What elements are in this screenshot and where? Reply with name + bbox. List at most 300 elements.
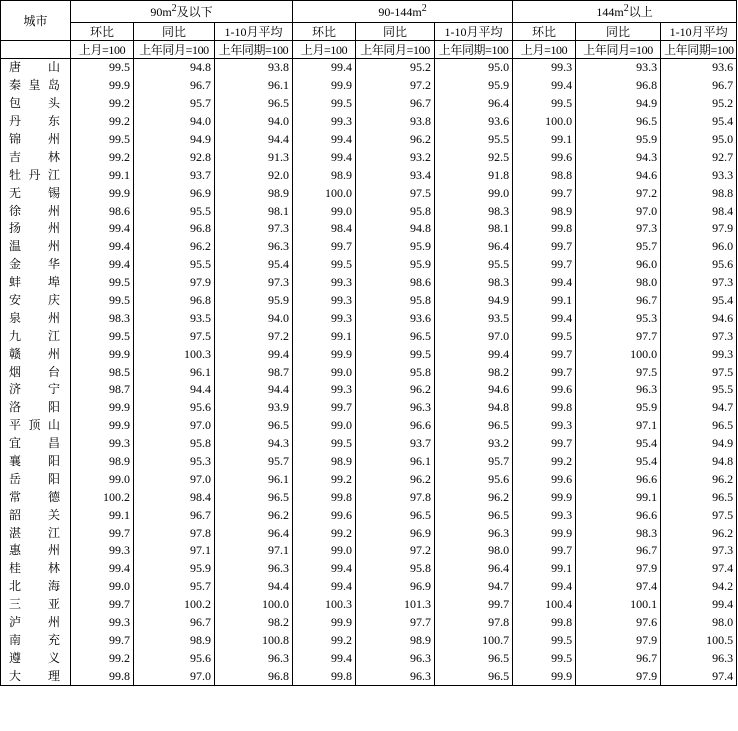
table-row bbox=[1, 667, 737, 685]
index-value: 96.8 bbox=[576, 77, 661, 95]
index-value: 96.2 bbox=[661, 470, 737, 488]
index-value: 98.6 bbox=[71, 202, 134, 220]
index-value: 96.5 bbox=[356, 327, 435, 345]
index-value: 94.6 bbox=[661, 309, 737, 327]
index-value: 99.2 bbox=[293, 632, 356, 650]
index-value: 99.4 bbox=[661, 596, 737, 614]
index-value: 96.7 bbox=[134, 614, 215, 632]
index-value: 96.4 bbox=[435, 560, 513, 578]
index-value: 93.2 bbox=[356, 148, 435, 166]
index-value: 100.2 bbox=[134, 596, 215, 614]
index-value: 95.9 bbox=[134, 560, 215, 578]
index-value: 99.4 bbox=[513, 274, 576, 292]
city-name: 湛江 bbox=[1, 524, 71, 542]
index-value: 96.2 bbox=[356, 131, 435, 149]
table-row bbox=[1, 560, 737, 578]
index-value: 101.3 bbox=[356, 596, 435, 614]
index-value: 99.8 bbox=[513, 399, 576, 417]
index-value: 99.8 bbox=[293, 667, 356, 685]
index-value: 97.0 bbox=[576, 202, 661, 220]
index-value: 98.9 bbox=[293, 453, 356, 471]
index-value: 98.9 bbox=[293, 166, 356, 184]
city-name: 惠州 bbox=[1, 542, 71, 560]
index-value: 99.1 bbox=[576, 488, 661, 506]
table-row bbox=[1, 381, 737, 399]
base-header: 上月=100 bbox=[71, 41, 134, 59]
city-name: 岳阳 bbox=[1, 470, 71, 488]
base-header: 上年同月=100 bbox=[356, 41, 435, 59]
index-value: 98.3 bbox=[435, 274, 513, 292]
index-value: 99.3 bbox=[661, 345, 737, 363]
index-value: 96.5 bbox=[215, 417, 293, 435]
index-value: 96.4 bbox=[435, 95, 513, 113]
index-value: 99.7 bbox=[513, 238, 576, 256]
city-name: 常德 bbox=[1, 488, 71, 506]
table-row bbox=[1, 524, 737, 542]
index-value: 99.4 bbox=[513, 77, 576, 95]
table-row bbox=[1, 95, 737, 113]
index-value: 99.4 bbox=[513, 578, 576, 596]
city-name: 丹东 bbox=[1, 113, 71, 131]
table-row bbox=[1, 309, 737, 327]
index-value: 100.8 bbox=[215, 632, 293, 650]
index-value: 96.7 bbox=[356, 95, 435, 113]
index-value: 96.2 bbox=[134, 238, 215, 256]
index-value: 97.8 bbox=[435, 614, 513, 632]
table-row bbox=[1, 417, 737, 435]
index-value: 99.3 bbox=[513, 506, 576, 524]
table-row bbox=[1, 202, 737, 220]
index-value: 100.5 bbox=[661, 632, 737, 650]
index-value: 94.3 bbox=[215, 435, 293, 453]
index-value: 99.3 bbox=[513, 417, 576, 435]
index-value: 99.0 bbox=[293, 202, 356, 220]
index-value: 97.4 bbox=[661, 560, 737, 578]
index-value: 95.8 bbox=[356, 560, 435, 578]
index-value: 100.1 bbox=[576, 596, 661, 614]
table-row bbox=[1, 435, 737, 453]
index-value: 99.4 bbox=[71, 256, 134, 274]
index-value: 99.7 bbox=[71, 632, 134, 650]
index-value: 96.5 bbox=[215, 95, 293, 113]
index-value: 96.2 bbox=[356, 381, 435, 399]
table-row bbox=[1, 184, 737, 202]
index-value: 98.4 bbox=[134, 488, 215, 506]
index-value: 94.9 bbox=[435, 292, 513, 310]
index-value: 99.4 bbox=[513, 309, 576, 327]
index-value: 99.9 bbox=[71, 345, 134, 363]
index-value: 95.5 bbox=[134, 202, 215, 220]
group-header-small: $90m^2$及以下 bbox=[71, 1, 293, 23]
index-value: 98.0 bbox=[435, 542, 513, 560]
index-value: 99.3 bbox=[71, 542, 134, 560]
index-value: 95.9 bbox=[356, 238, 435, 256]
index-value: 97.6 bbox=[576, 614, 661, 632]
index-value: 97.9 bbox=[134, 274, 215, 292]
index-value: 94.0 bbox=[134, 113, 215, 131]
index-value: 95.7 bbox=[576, 238, 661, 256]
index-value: 99.5 bbox=[293, 95, 356, 113]
city-name: 九江 bbox=[1, 327, 71, 345]
metric-header: 1-10月平均 bbox=[215, 23, 293, 41]
index-value: 94.7 bbox=[661, 399, 737, 417]
base-header: 上年同月=100 bbox=[576, 41, 661, 59]
city-name: 包头 bbox=[1, 95, 71, 113]
table-row bbox=[1, 59, 737, 77]
index-value: 98.9 bbox=[356, 632, 435, 650]
index-value: 97.8 bbox=[134, 524, 215, 542]
table-row bbox=[1, 113, 737, 131]
index-value: 99.1 bbox=[293, 327, 356, 345]
index-value: 99.6 bbox=[513, 470, 576, 488]
index-value: 98.4 bbox=[293, 220, 356, 238]
index-value: 94.0 bbox=[215, 113, 293, 131]
city-name: 烟台 bbox=[1, 363, 71, 381]
index-value: 99.0 bbox=[435, 184, 513, 202]
index-value: 99.8 bbox=[513, 220, 576, 238]
table-row bbox=[1, 399, 737, 417]
index-value: 93.3 bbox=[661, 166, 737, 184]
index-value: 95.8 bbox=[134, 435, 215, 453]
index-value: 98.2 bbox=[215, 614, 293, 632]
table-row bbox=[1, 131, 737, 149]
city-name: 遵义 bbox=[1, 649, 71, 667]
index-value: 99.7 bbox=[513, 184, 576, 202]
index-value: 99.6 bbox=[513, 381, 576, 399]
table-row bbox=[1, 363, 737, 381]
index-value: 98.4 bbox=[661, 202, 737, 220]
index-value: 99.5 bbox=[513, 649, 576, 667]
index-value: 93.6 bbox=[356, 309, 435, 327]
index-value: 97.5 bbox=[134, 327, 215, 345]
index-value: 96.4 bbox=[215, 524, 293, 542]
index-value: 96.3 bbox=[356, 649, 435, 667]
table-row bbox=[1, 166, 737, 184]
index-value: 99.7 bbox=[513, 363, 576, 381]
index-value: 94.9 bbox=[576, 95, 661, 113]
index-value: 99.1 bbox=[513, 560, 576, 578]
index-value: 97.3 bbox=[215, 220, 293, 238]
index-value: 92.5 bbox=[435, 148, 513, 166]
table-row bbox=[1, 77, 737, 95]
index-value: 97.2 bbox=[576, 184, 661, 202]
table-row bbox=[1, 506, 737, 524]
index-value: 96.4 bbox=[435, 238, 513, 256]
index-value: 97.0 bbox=[134, 470, 215, 488]
index-value: 94.4 bbox=[215, 578, 293, 596]
metric-header: 环比 bbox=[513, 23, 576, 41]
index-value: 99.9 bbox=[71, 417, 134, 435]
index-value: 95.9 bbox=[356, 256, 435, 274]
index-value: 96.5 bbox=[576, 113, 661, 131]
index-value: 95.4 bbox=[661, 292, 737, 310]
index-value: 99.7 bbox=[513, 345, 576, 363]
index-value: 95.5 bbox=[661, 381, 737, 399]
index-value: 94.7 bbox=[435, 578, 513, 596]
index-value: 99.5 bbox=[293, 256, 356, 274]
index-value: 97.2 bbox=[356, 542, 435, 560]
index-value: 96.7 bbox=[134, 77, 215, 95]
index-value: 99.3 bbox=[71, 435, 134, 453]
index-value: 93.5 bbox=[435, 309, 513, 327]
index-value: 99.9 bbox=[513, 667, 576, 685]
city-name: 南充 bbox=[1, 632, 71, 650]
index-value: 99.0 bbox=[293, 417, 356, 435]
index-value: 91.3 bbox=[215, 148, 293, 166]
index-value: 100.7 bbox=[435, 632, 513, 650]
index-value: 96.5 bbox=[661, 488, 737, 506]
index-value: 100.3 bbox=[293, 596, 356, 614]
index-value: 96.3 bbox=[215, 238, 293, 256]
index-value: 94.9 bbox=[134, 131, 215, 149]
index-value: 93.8 bbox=[356, 113, 435, 131]
index-value: 96.7 bbox=[661, 77, 737, 95]
index-value: 94.8 bbox=[356, 220, 435, 238]
table-row bbox=[1, 327, 737, 345]
metric-header: 同比 bbox=[134, 23, 215, 41]
index-value: 99.6 bbox=[513, 148, 576, 166]
index-value: 97.2 bbox=[215, 327, 293, 345]
index-value: 95.5 bbox=[435, 256, 513, 274]
index-value: 97.3 bbox=[576, 220, 661, 238]
index-value: 98.3 bbox=[435, 202, 513, 220]
city-name: 韶关 bbox=[1, 506, 71, 524]
table-row bbox=[1, 632, 737, 650]
index-value: 96.9 bbox=[356, 578, 435, 596]
index-value: 99.8 bbox=[71, 667, 134, 685]
index-value: 96.9 bbox=[356, 524, 435, 542]
index-value: 99.7 bbox=[293, 238, 356, 256]
index-value: 97.3 bbox=[661, 274, 737, 292]
index-value: 96.2 bbox=[215, 506, 293, 524]
index-value: 99.2 bbox=[71, 113, 134, 131]
index-value: 97.4 bbox=[661, 667, 737, 685]
index-value: 96.0 bbox=[661, 238, 737, 256]
index-value: 97.7 bbox=[356, 614, 435, 632]
index-value: 96.8 bbox=[215, 667, 293, 685]
index-value: 96.3 bbox=[356, 667, 435, 685]
index-value: 95.9 bbox=[215, 292, 293, 310]
index-value: 94.6 bbox=[576, 166, 661, 184]
metric-header: 同比 bbox=[576, 23, 661, 41]
index-value: 100.0 bbox=[513, 113, 576, 131]
index-value: 99.2 bbox=[71, 148, 134, 166]
index-value: 98.7 bbox=[71, 381, 134, 399]
index-value: 96.3 bbox=[215, 560, 293, 578]
index-value: 94.0 bbox=[215, 309, 293, 327]
index-value: 96.3 bbox=[576, 381, 661, 399]
index-value: 99.0 bbox=[293, 363, 356, 381]
index-value: 94.8 bbox=[435, 399, 513, 417]
index-value: 95.0 bbox=[661, 131, 737, 149]
index-value: 98.0 bbox=[576, 274, 661, 292]
table-row bbox=[1, 292, 737, 310]
metric-header: 同比 bbox=[356, 23, 435, 41]
metric-header: 1-10月平均 bbox=[435, 23, 513, 41]
index-value: 99.4 bbox=[215, 345, 293, 363]
city-name: 安庆 bbox=[1, 292, 71, 310]
index-value: 96.1 bbox=[215, 77, 293, 95]
table-row bbox=[1, 649, 737, 667]
index-value: 99.9 bbox=[293, 345, 356, 363]
index-value: 95.9 bbox=[576, 131, 661, 149]
index-value: 96.3 bbox=[435, 524, 513, 542]
index-value: 99.5 bbox=[71, 274, 134, 292]
index-value: 96.7 bbox=[576, 292, 661, 310]
index-value: 99.2 bbox=[71, 649, 134, 667]
index-value: 98.9 bbox=[215, 184, 293, 202]
index-value: 96.5 bbox=[661, 417, 737, 435]
city-name: 平顶山 bbox=[1, 417, 71, 435]
index-value: 97.8 bbox=[356, 488, 435, 506]
index-value: 93.8 bbox=[215, 59, 293, 77]
table-row bbox=[1, 488, 737, 506]
index-value: 99.3 bbox=[293, 292, 356, 310]
index-value: 99.8 bbox=[513, 614, 576, 632]
index-value: 95.8 bbox=[356, 202, 435, 220]
index-value: 99.2 bbox=[293, 524, 356, 542]
index-value: 99.4 bbox=[293, 578, 356, 596]
index-value: 99.6 bbox=[293, 506, 356, 524]
table-row bbox=[1, 345, 737, 363]
base-header-blank bbox=[1, 41, 71, 59]
index-value: 99.3 bbox=[293, 274, 356, 292]
city-header: 城市 bbox=[1, 1, 71, 41]
index-value: 95.4 bbox=[215, 256, 293, 274]
index-value: 99.8 bbox=[293, 488, 356, 506]
city-name: 济宁 bbox=[1, 381, 71, 399]
index-value: 99.2 bbox=[513, 453, 576, 471]
city-name: 洛阳 bbox=[1, 399, 71, 417]
index-value: 99.4 bbox=[293, 560, 356, 578]
index-value: 99.5 bbox=[356, 345, 435, 363]
index-value: 95.2 bbox=[356, 59, 435, 77]
index-value: 95.4 bbox=[576, 453, 661, 471]
table-row bbox=[1, 453, 737, 471]
index-value: 94.3 bbox=[576, 148, 661, 166]
index-value: 94.4 bbox=[215, 131, 293, 149]
index-value: 99.9 bbox=[71, 184, 134, 202]
table-row bbox=[1, 578, 737, 596]
index-value: 99.7 bbox=[513, 435, 576, 453]
index-value: 95.7 bbox=[134, 95, 215, 113]
index-value: 97.9 bbox=[576, 560, 661, 578]
index-value: 97.9 bbox=[661, 220, 737, 238]
city-name: 秦皇岛 bbox=[1, 77, 71, 95]
index-value: 100.3 bbox=[134, 345, 215, 363]
index-value: 95.9 bbox=[576, 399, 661, 417]
table-row bbox=[1, 238, 737, 256]
index-value: 99.1 bbox=[513, 131, 576, 149]
index-value: 98.1 bbox=[435, 220, 513, 238]
base-header: 上年同期=100 bbox=[661, 41, 737, 59]
index-value: 99.5 bbox=[71, 59, 134, 77]
index-value: 94.4 bbox=[215, 381, 293, 399]
index-value: 96.3 bbox=[215, 649, 293, 667]
base-header: 上年同期=100 bbox=[435, 41, 513, 59]
index-value: 95.6 bbox=[134, 649, 215, 667]
city-name: 桂林 bbox=[1, 560, 71, 578]
index-value: 99.0 bbox=[71, 470, 134, 488]
index-value: 96.3 bbox=[356, 399, 435, 417]
table-row bbox=[1, 148, 737, 166]
city-name: 牡丹江 bbox=[1, 166, 71, 184]
index-value: 99.9 bbox=[513, 488, 576, 506]
index-value: 95.4 bbox=[576, 435, 661, 453]
index-value: 95.8 bbox=[356, 363, 435, 381]
index-value: 96.5 bbox=[435, 667, 513, 685]
index-value: 97.9 bbox=[576, 667, 661, 685]
index-value: 98.9 bbox=[513, 202, 576, 220]
index-value: 97.7 bbox=[576, 327, 661, 345]
metric-header: 1-10月平均 bbox=[661, 23, 737, 41]
index-value: 98.1 bbox=[215, 202, 293, 220]
index-value: 96.5 bbox=[215, 488, 293, 506]
index-value: 92.0 bbox=[215, 166, 293, 184]
city-name: 襄阳 bbox=[1, 453, 71, 471]
index-value: 98.9 bbox=[71, 453, 134, 471]
index-value: 99.1 bbox=[71, 166, 134, 184]
index-value: 99.7 bbox=[71, 596, 134, 614]
index-value: 99.3 bbox=[71, 614, 134, 632]
index-value: 99.7 bbox=[435, 596, 513, 614]
city-name: 唐山 bbox=[1, 59, 71, 77]
index-value: 99.5 bbox=[293, 435, 356, 453]
index-value: 99.7 bbox=[71, 524, 134, 542]
city-name: 泉州 bbox=[1, 309, 71, 327]
city-name: 徐州 bbox=[1, 202, 71, 220]
metric-header: 环比 bbox=[71, 23, 134, 41]
index-value: 93.3 bbox=[576, 59, 661, 77]
index-value: 97.3 bbox=[661, 327, 737, 345]
index-value: 99.4 bbox=[71, 220, 134, 238]
index-value: 96.5 bbox=[435, 506, 513, 524]
index-value: 96.1 bbox=[134, 363, 215, 381]
index-value: 99.4 bbox=[71, 238, 134, 256]
index-value: 93.5 bbox=[134, 309, 215, 327]
base-header: 上年同期=100 bbox=[215, 41, 293, 59]
index-value: 97.0 bbox=[134, 417, 215, 435]
index-value: 95.5 bbox=[134, 256, 215, 274]
index-value: 99.0 bbox=[71, 578, 134, 596]
index-value: 98.7 bbox=[215, 363, 293, 381]
city-name: 宜昌 bbox=[1, 435, 71, 453]
index-value: 96.2 bbox=[356, 470, 435, 488]
index-value: 99.5 bbox=[71, 327, 134, 345]
index-value: 97.1 bbox=[215, 542, 293, 560]
index-value: 99.2 bbox=[293, 470, 356, 488]
index-value: 99.5 bbox=[513, 95, 576, 113]
index-value: 91.8 bbox=[435, 166, 513, 184]
index-value: 94.4 bbox=[134, 381, 215, 399]
table-row bbox=[1, 470, 737, 488]
index-value: 99.9 bbox=[293, 614, 356, 632]
city-name: 蚌埠 bbox=[1, 274, 71, 292]
index-value: 94.6 bbox=[435, 381, 513, 399]
index-value: 99.5 bbox=[71, 131, 134, 149]
index-value: 100.2 bbox=[71, 488, 134, 506]
index-value: 95.4 bbox=[661, 113, 737, 131]
index-value: 95.5 bbox=[435, 131, 513, 149]
index-value: 98.3 bbox=[71, 309, 134, 327]
index-value: 96.3 bbox=[661, 649, 737, 667]
index-value: 92.7 bbox=[661, 148, 737, 166]
index-value: 96.9 bbox=[134, 184, 215, 202]
city-name: 赣州 bbox=[1, 345, 71, 363]
index-value: 99.3 bbox=[293, 309, 356, 327]
city-name: 泸州 bbox=[1, 614, 71, 632]
index-value: 96.8 bbox=[134, 292, 215, 310]
